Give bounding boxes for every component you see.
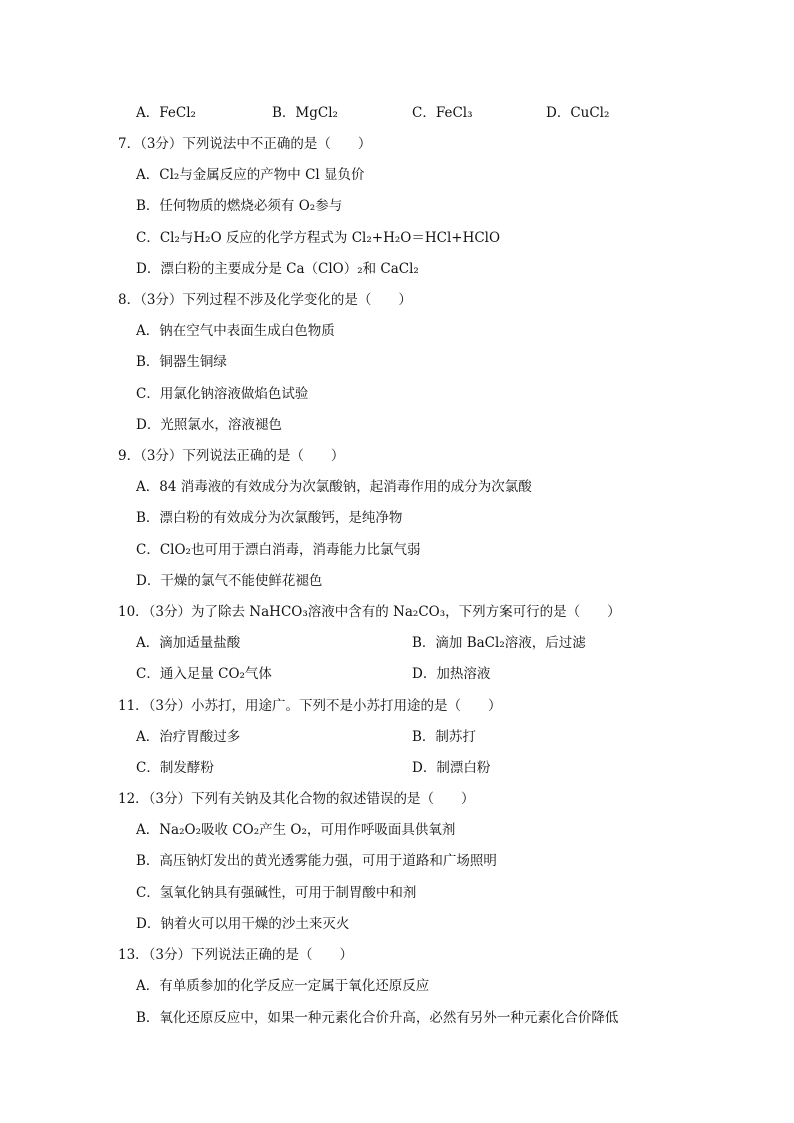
- q11-option-a: A．治疗胃酸过多: [136, 729, 241, 745]
- q12-option-a: A．Na₂O₂吸收 CO₂产生 O₂，可用作呼吸面具供氧剂: [136, 822, 456, 838]
- q6-option-c: C．FeCl₃: [412, 105, 473, 121]
- q8-stem: 8．（3分）下列过程不涉及化学变化的是（ ）: [118, 292, 412, 308]
- q9-option-a: A．84 消毒液的有效成分为次氯酸钠，起消毒作用的成分为次氯酸: [136, 479, 532, 495]
- q6-option-b: B．MgCl₂: [272, 105, 338, 121]
- q9-stem: 9．（3分）下列说法正确的是（ ）: [118, 448, 345, 464]
- q12-stem: 12．（3分）下列有关钠及其化合物的叙述错误的是（ ）: [118, 791, 475, 807]
- q12-option-c: C．氢氧化钠具有强碱性，可用于制胃酸中和剂: [136, 885, 417, 901]
- q10-option-c: C．通入足量 CO₂气体: [136, 666, 272, 682]
- q11-option-c: C．制发酵粉: [136, 760, 214, 776]
- q10-option-d: D．加热溶液: [412, 666, 491, 682]
- q9-option-d: D．干燥的氯气不能使鲜花褪色: [136, 573, 323, 589]
- q10-option-a: A．滴加适量盐酸: [136, 635, 241, 651]
- q13-stem: 13．（3分）下列说法正确的是（ ）: [118, 947, 354, 963]
- q8-option-d: D．光照氯水，溶液褪色: [136, 417, 282, 433]
- q11-stem: 11．（3分）小苏打，用途广。下列不是小苏打用途的是（ ）: [118, 698, 502, 714]
- q7-option-b: B．任何物质的燃烧必须有 O₂参与: [136, 198, 343, 214]
- q6-option-d: D．CuCl₂: [546, 105, 610, 121]
- q10-stem: 10．（3分）为了除去 NaHCO₃溶液中含有的 Na₂CO₃，下列方案可行的是（ ）: [118, 604, 621, 620]
- q11-option-d: D．制漂白粉: [412, 760, 491, 776]
- q9-option-b: B．漂白粉的有效成分为次氯酸钙，是纯净物: [136, 510, 403, 526]
- q13-option-a: A．有单质参加的化学反应一定属于氧化还原反应: [136, 978, 430, 994]
- q10-option-b: B．滴加 BaCl₂溶液，后过滤: [412, 635, 586, 651]
- q11-option-b: B．制苏打: [412, 729, 476, 745]
- q8-option-a: A．钠在空气中表面生成白色物质: [136, 323, 335, 339]
- q6-option-a: A．FeCl₂: [136, 105, 196, 121]
- q8-option-c: C．用氯化钠溶液做焰色试验: [136, 386, 309, 402]
- q13-option-b: B．氧化还原反应中，如果一种元素化合价升高，必然有另外一种元素化合价降低: [136, 1010, 619, 1026]
- q12-option-d: D．钠着火可以用干燥的沙土来灭火: [136, 916, 350, 932]
- q7-option-d: D．漂白粉的主要成分是 Ca（ClO）₂和 CaCl₂: [136, 261, 419, 277]
- q7-stem: 7．（3分）下列说法中不正确的是（ ）: [118, 136, 372, 152]
- q12-option-b: B．高压钠灯发出的黄光透雾能力强，可用于道路和广场照明: [136, 853, 497, 869]
- q9-option-c: C．ClO₂也可用于漂白消毒，消毒能力比氯气弱: [136, 542, 421, 558]
- q7-option-a: A．Cl₂与金属反应的产物中 Cl 显负价: [136, 167, 365, 183]
- q7-option-c: C．Cl₂与H₂O 反应的化学方程式为 Cl₂+H₂O＝HCl+HClO: [136, 230, 501, 246]
- q8-option-b: B．铜器生铜绿: [136, 354, 227, 370]
